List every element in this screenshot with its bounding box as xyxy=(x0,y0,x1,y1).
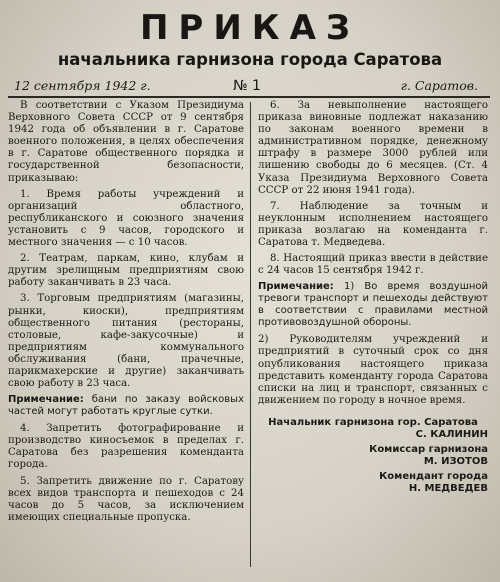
page-subtitle: начальника гарнизона города Саратова xyxy=(57,50,443,69)
item-3: 3. Торговым предприятиям (магазины, рынки, киоски), предприятиям общественного питания (рестораны, столовые, кафе-закусочные) и предприятиям коммунального обслуживания (бани, прачечные, парикмахерские и другие) заканчивать свою работу в 23 часа. xyxy=(8,293,244,390)
item-5: 5. Запретить движение по г. Саратову всех видов транспорта и пешеходов с 24 часов до 5 часов, за исключением имеющих специальные пропуска. xyxy=(8,475,244,523)
page-title: ПРИКАЗ xyxy=(139,8,361,48)
order-place: г. Саратов. xyxy=(400,78,478,93)
signature-name-1: С. КАЛИНИН xyxy=(415,428,488,440)
signature-name-3: Н. МЕДВЕДЕВ xyxy=(408,482,488,494)
note-2: 2) Руководителям учреждений и предприятий в суточный срок со дня опубликования настоящего приказа представить коменданту города Саратова списки на лиц и транспорт, связанных с движением по городу в ночное время. xyxy=(258,334,488,406)
left-column xyxy=(8,100,244,528)
note-label: Примечание: xyxy=(258,281,334,293)
item-8-note xyxy=(258,281,488,329)
note-label: Примечание: xyxy=(8,394,84,406)
note-1: 1) Во время воздушной тревоги транспорт и пешеходы действуют в соответствии с правилами местной противовоздушной обороны. xyxy=(258,281,488,329)
signature-name-2: М. ИЗОТОВ xyxy=(423,455,488,467)
intro-paragraph: В соответствии с Указом Президиума Верховного Совета СССР от 9 сентября 1942 года об объявлении в г. Саратове военного положения, в целях обеспечения в г. Саратове общественного порядка и государственной безопасности, приказываю: xyxy=(8,100,244,184)
item-8: 8. Настоящий приказ ввести в действие с 24 часов 15 сентября 1942 г. xyxy=(258,253,488,277)
signature-title-2: Комиссар гарнизона xyxy=(369,443,488,455)
item-1: 1. Время работы учреждений и организаций областного, республиканского и союзного значения установить с 9 часов, городского и местного значения — с 10 часов. xyxy=(8,188,244,249)
item-4: 4. Запретить фотографирование и производство киносъемок в пределах г. Саратова без разрешения коменданта города. xyxy=(8,423,244,471)
right-column xyxy=(258,100,488,498)
signature-title-1: Начальник гарнизона гор. Саратова xyxy=(268,416,478,428)
item-2: 2. Театрам, паркам, кино, клубам и другим зрелищным предприятиям свою работу заканчивать в 23 часа. xyxy=(8,253,244,289)
item-3-note xyxy=(8,394,244,418)
signature-title-3: Комендант города xyxy=(379,470,488,482)
item-7: 7. Наблюдение за точным и неуклонным исполнением настоящего приказа возлагаю на коменданта г. Саратова т. Медведева. xyxy=(258,200,488,249)
order-number: № 1 xyxy=(233,78,261,94)
header-rule xyxy=(8,96,490,98)
note-text: бани по заказу войсковых частей могут работать круглые сутки. xyxy=(8,394,244,418)
order-date: 12 сентября 1942 г. xyxy=(14,78,151,93)
column-divider xyxy=(250,102,251,567)
item-6: 6. За невыполнение настоящего приказа виновные подлежат наказанию по законам военного времени в административном порядке, денежному штрафу в размере 3000 рублей или лишению свободы до 6 месяцев. (Ст. 4 Указа Президиума Верховного Совета СССР от 22 июня 1941 года). xyxy=(258,100,488,196)
